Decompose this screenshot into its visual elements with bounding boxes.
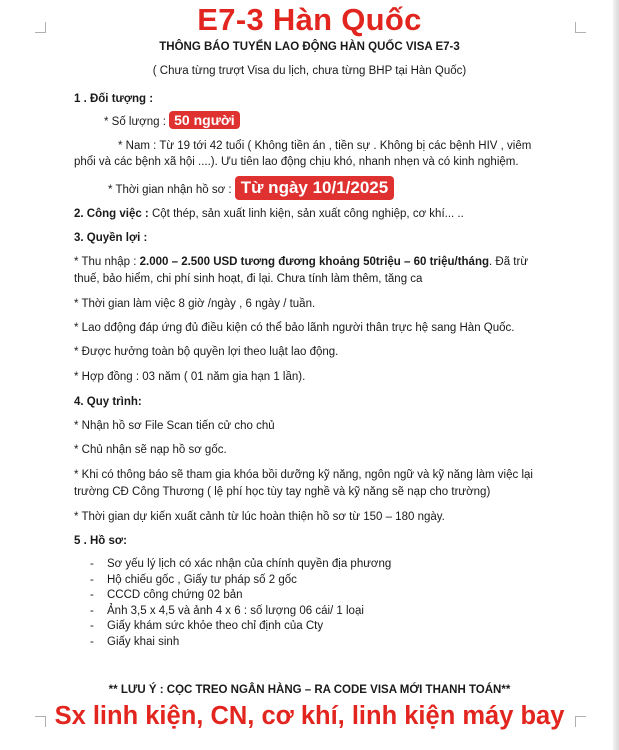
section-heading-quyen-loi: 3. Quyền lợi : bbox=[74, 232, 148, 244]
cong-viec-row bbox=[74, 208, 464, 220]
requirement-note: ( Chưa từng trượt Visa du lịch, chưa từng BHP tại Hàn Quốc) bbox=[152, 65, 467, 77]
luu-y-note: ** LƯU Ý : CỌC TREO NGÂN HÀNG – RA CODE VISA MỚI THANH TOÁN** bbox=[108, 684, 511, 696]
quyen-loi-luat: * Được hưởng toàn bộ quyền lợi theo luật lao động. bbox=[74, 346, 339, 358]
thu-nhap-rest: . Đã trừ bbox=[489, 256, 529, 268]
section-heading-doi-tuong: 1 . Đối tượng : bbox=[74, 93, 154, 105]
so-luong-badge: 50 người bbox=[169, 111, 240, 129]
section-heading-cong-viec: 2. Công việc : bbox=[74, 208, 149, 220]
page-edge-shadow bbox=[613, 0, 619, 750]
headline: E7-3 Hàn Quốc bbox=[197, 2, 422, 37]
quy-trinh-step-3-line-1: * Khi có thông báo sẽ tham gia khóa bồi dưỡng kỹ năng, ngôn ngữ và kỹ năng làm việc lại bbox=[74, 469, 533, 481]
thoi-gian-row bbox=[108, 176, 394, 200]
quy-trinh-step-4: * Thời gian dự kiến xuất cảnh từ lúc hoàn thiện hồ sơ từ 150 – 180 ngày. bbox=[74, 511, 445, 523]
cong-viec-text: Cột thép, sản xuất linh kiện, sản xuất công nghiệp, cơ khí... .. bbox=[148, 208, 464, 220]
so-luong-label: * Số lượng : bbox=[104, 116, 166, 128]
so-luong-row bbox=[104, 111, 240, 129]
bao-lanh: * Lao dđộng đáp ứng đủ điều kiện có thể bảo lãnh người thân trực hệ sang Hàn Quốc. bbox=[74, 322, 515, 334]
section-heading-ho-so: 5 . Hồ sơ: bbox=[74, 535, 127, 547]
thu-nhap-value: 2.000 – 2.500 USD tương đương khoảng 50triệu – 60 triệu/tháng bbox=[139, 256, 490, 268]
quy-trinh-step-1: * Nhận hồ sơ File Scan tiến cử cho chủ bbox=[74, 420, 275, 432]
thoi-gian-label: * Thời gian nhận hồ sơ : bbox=[108, 184, 232, 196]
document-page: E7-3 Hàn Quốc THÔNG BÁO TUYỂN LAO ĐỘNG HÀN QUỐC VISA E7-3 ( Chưa từng trượt Visa du lịch, chưa từng BHP tại Hàn Quốc) 1 . Đối tượng : * Số lượng : 50 người * Nam : Từ 19 tới 42 tuổi ( Không tiền án , tiền sự . Không bị các bệnh HIV , viêm phổi và các bệnh xã hội ....). Ưu tiên lao động chịu khó, nhanh nhẹn và có kinh nghiệm. * Thời gian nhận hồ sơ : Từ ngày 10/1/2025 2. Công việc : Cột thép, sản xuất linh kiện, sản xuất công nghiệp, cơ khí... .. 3. Quyền lợi : * Thu nhập : 2.000 – 2.500 USD tương đương khoảng 50triệu – 60 triệu/tháng. Đã trừ thuế, bảo hiểm, chi phí sinh hoạt, đi lại. Chưa tính làm thêm, tăng ca * Thời gian làm việc 8 giờ /ngày , 6 ngày / tuần. * Lao dđộng đáp ứng đủ điều kiện có thể bảo lãnh người thân trực hệ sang Hàn Quốc. * Được hưởng toàn bộ quyền lợi theo luật lao động. * Hợp đồng : 03 năm ( 01 năm gia hạn 1 lần). 4. Quy trình: * Nhận hồ sơ File Scan tiến cử cho chủ * Chủ nhận sẽ nạp hồ sơ gốc. * Khi có thông báo sẽ tham gia khóa bồi dưỡng kỹ năng, ngôn ngữ và kỹ năng làm việc lại trường CĐ Công Thương ( lệ phí học tùy tay nghề và kỹ năng sẽ nạp cho trường) * Thời gian dự kiến xuất cảnh từ lúc hoàn thiện hồ sơ từ 150 – 180 ngày. 5 . Hồ sơ: - Sơ yếu lý lịch có xác nhận của chính quyền địa phương - Hộ chiếu gốc , Giấy tư pháp số 2 gốc - CCCD công chứng 02 bản - Ảnh 3,5 x 4,5 và ảnh 4 x 6 : số lượng 06 cái/ 1 loại - Giấy khám sức khỏe theo chỉ định của Cty - Giấy khai sinh ** LƯU Ý : CỌC TREO NGÂN HÀNG – RA CODE VISA MỚI THANH TOÁN** Sx linh kiện, CN, cơ khí, linh kiện máy bay bbox=[0, 0, 619, 750]
quy-trinh-step-3-line-2: trường CĐ Công Thương ( lệ phí học tùy tay nghề và kỹ năng sẽ nạp cho trường) bbox=[74, 486, 491, 498]
section-heading-quy-trinh: 4. Quy trình: bbox=[74, 396, 142, 408]
thoi-gian-badge: Từ ngày 10/1/2025 bbox=[235, 176, 394, 200]
gio-lam-viec: * Thời gian làm việc 8 giờ /ngày , 6 ngày / tuần. bbox=[74, 298, 316, 310]
announcement-title: THÔNG BÁO TUYỂN LAO ĐỘNG HÀN QUỐC VISA E7-3 bbox=[159, 41, 460, 53]
nam-requirement-line-1: * Nam : Từ 19 tới 42 tuổi ( Không tiền án , tiền sự . Không bị các bệnh HIV , viêm bbox=[118, 140, 532, 152]
quy-trinh-step-2: * Chủ nhận sẽ nạp hồ sơ gốc. bbox=[74, 444, 227, 456]
nam-requirement-line-2: phổi và các bệnh xã hội ....). Ưu tiên lao động chịu khó, nhanh nhẹn và có kinh nghiệm. bbox=[74, 156, 519, 168]
hop-dong: * Hợp đồng : 03 năm ( 01 năm gia hạn 1 lần). bbox=[74, 371, 306, 383]
thu-nhap-row bbox=[74, 256, 528, 268]
footer-banner: Sx linh kiện, CN, cơ khí, linh kiện máy bay bbox=[54, 702, 565, 730]
thu-nhap-line-2: thuế, bảo hiểm, chi phí sinh hoạt, đi lại. Chưa tính làm thêm, tăng ca bbox=[74, 273, 423, 285]
thu-nhap-label: * Thu nhập : bbox=[74, 256, 140, 268]
